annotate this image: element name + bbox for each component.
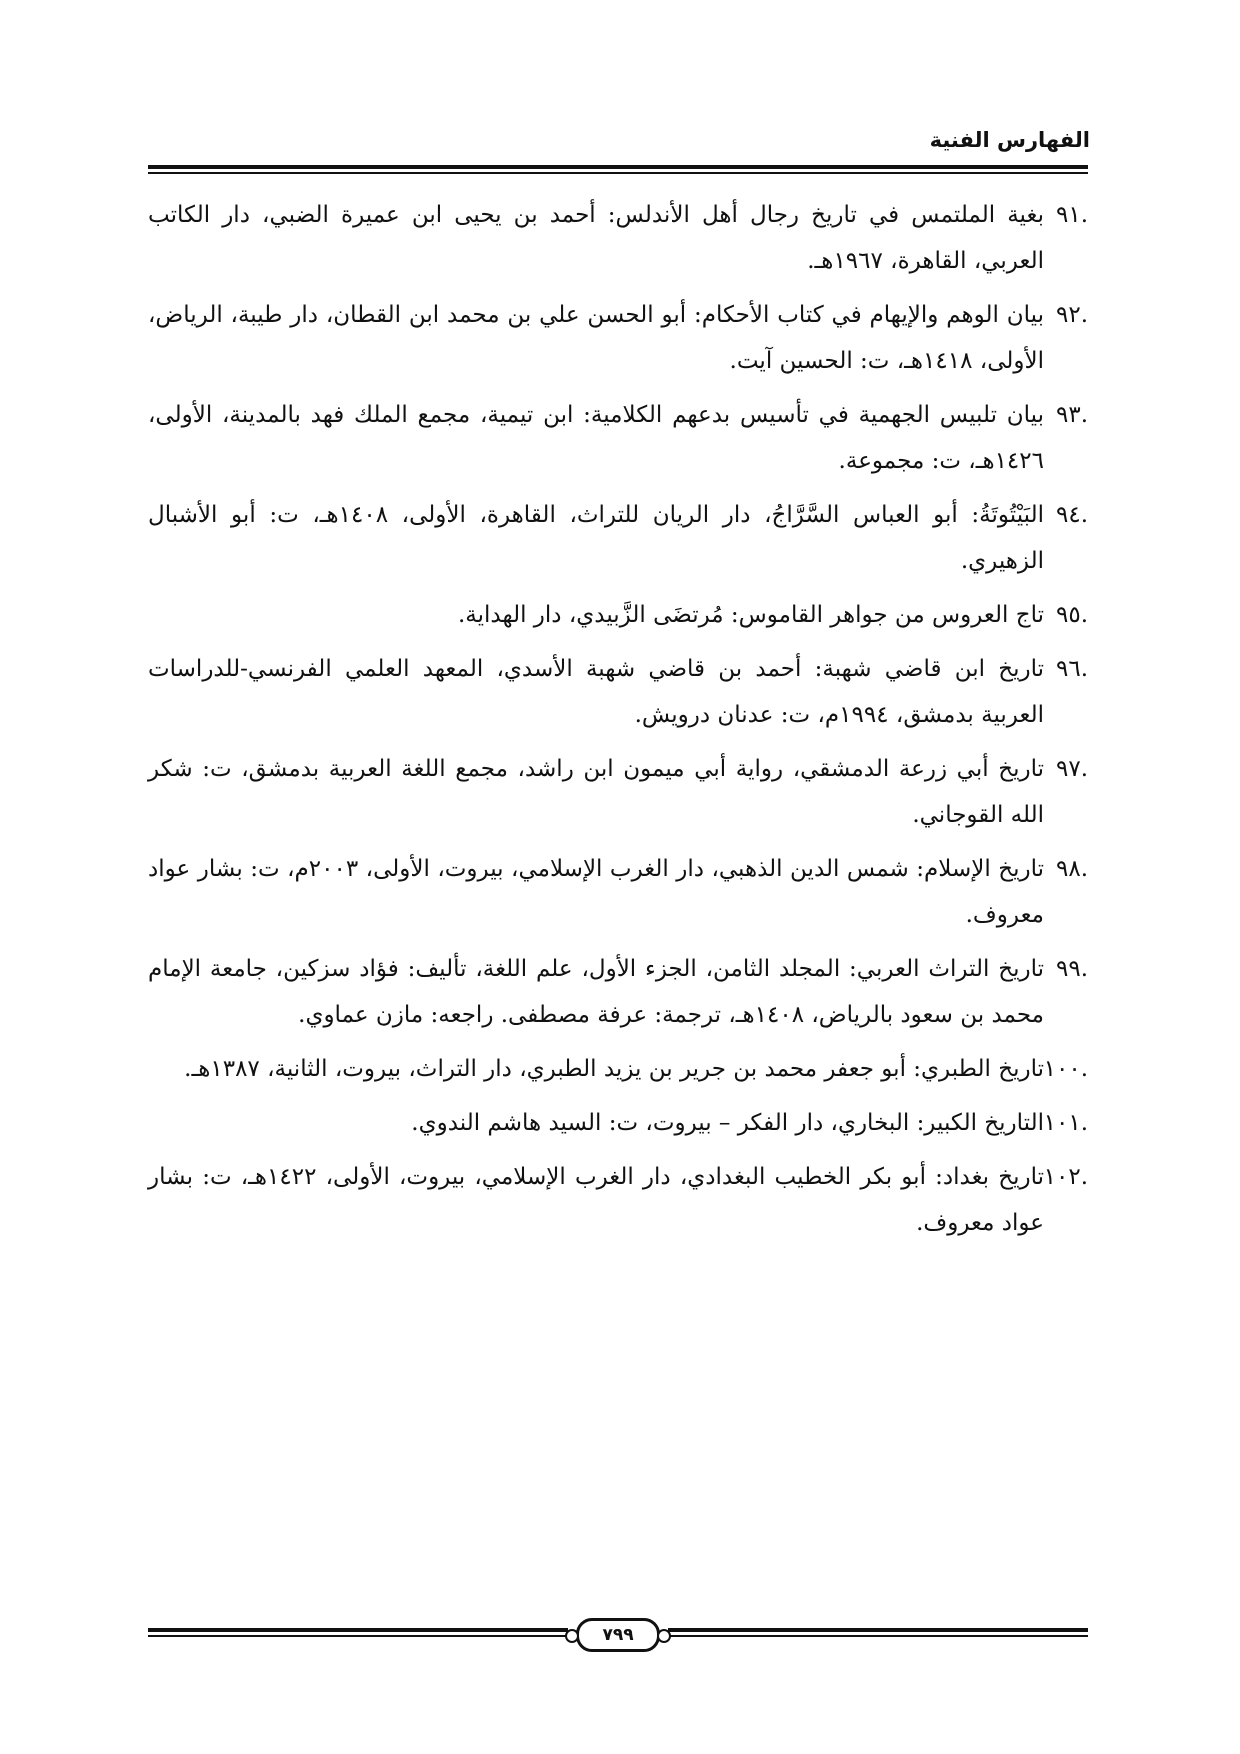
header-double-rule [148,165,1088,175]
footer-rule-left [148,1628,568,1638]
bibliography-list [148,192,1088,1254]
bibliography-entry [148,646,1088,738]
bibliography-entry [148,746,1088,838]
entry-text: تاريخ أبي زرعة الدمشقي، رواية أبي ميمون ابن راشد، مجمع اللغة العربية بدمشق، ت: شكر الله القوجاني. [148,756,1044,828]
running-header-title: الفهارس الفنية [929,128,1090,152]
entry-number: .٩٤ [1055,502,1088,528]
bibliography-entry [148,492,1088,584]
entry-text: تاريخ ابن قاضي شهبة: أحمد بن قاضي شهبة الأسدي، المعهد العلمي الفرنسي-للدراسات العربية بدمشق، ١٩٩٤م، ت: عدنان درويش. [148,656,1044,728]
entry-number: .٩٦ [1055,656,1088,682]
entry-number: .١٠٢ [1043,1164,1088,1190]
entry-text: تاريخ التراث العربي: المجلد الثامن، الجزء الأول، علم اللغة، تأليف: فؤاد سزكين، جامعة الإمام محمد بن سعود بالرياض، ١٤٠٨هـ، ترجمة: عرفة مصطفى. راجعه: مازن عماوي. [148,956,1044,1028]
bibliography-entry [148,846,1088,938]
footer-rule-right-thick [668,1628,1088,1632]
bibliography-entry [148,192,1088,284]
header-rule-thick [148,165,1088,169]
page-footer [148,1618,1088,1652]
entry-number: .٩١ [1055,202,1088,228]
entry-number: .٩٥ [1055,602,1088,628]
bibliography-entry [148,946,1088,1038]
entry-number: .٩٨ [1055,856,1088,882]
bibliography-entry [148,392,1088,484]
footer-rule-right [668,1628,1088,1638]
entry-number: .٩٧ [1055,756,1088,782]
footer-rule-left-thin [148,1635,568,1637]
footer-rule-left-thick [148,1628,568,1632]
entry-number: .١٠١ [1043,1110,1088,1136]
entry-text: تاج العروس من جواهر القاموس: مُرتضَى الزَّبيدي، دار الهداية. [457,602,1044,628]
entry-number: .٩٣ [1055,402,1088,428]
entry-text: بيان تلبيس الجهمية في تأسيس بدعهم الكلامية: ابن تيمية، مجمع الملك فهد بالمدينة، الأولى، ١٤٢٦هـ، ت: مجموعة. [148,402,1044,474]
entry-text: بغية الملتمس في تاريخ رجال أهل الأندلس: أحمد بن يحيى ابن عميرة الضبي، دار الكاتب العربي، القاهرة، ١٩٦٧هـ. [148,202,1044,274]
entry-number: .٩٢ [1055,302,1088,328]
entry-number: .٩٩ [1055,956,1088,982]
bibliography-entry [148,592,1088,638]
entry-text: التاريخ الكبير: البخاري، دار الفكر – بيروت، ت: السيد هاشم الندوي. [411,1110,1044,1136]
header-rule-thin [148,172,1088,174]
bibliography-entry [148,1100,1088,1146]
page-number: ٧٩٩ [576,1618,660,1652]
entry-text: تاريخ الإسلام: شمس الدين الذهبي، دار الغرب الإسلامي، بيروت، الأولى، ٢٠٠٣م، ت: بشار عواد معروف. [148,856,1044,928]
entry-text: بيان الوهم والإيهام في كتاب الأحكام: أبو الحسن علي بن محمد ابن القطان، دار طيبة، الرياض، الأولى، ١٤١٨هـ، ت: الحسين آيت. [148,302,1044,374]
bibliography-entry [148,1046,1088,1092]
footer-rule-right-thin [668,1635,1088,1637]
entry-text: تاريخ الطبري: أبو جعفر محمد بن جرير بن يزيد الطبري، دار التراث، بيروت، الثانية، ١٣٨٧هـ. [184,1056,1044,1082]
entry-text: تاريخ بغداد: أبو بكر الخطيب البغدادي، دار الغرب الإسلامي، بيروت، الأولى، ١٤٢٢هـ، ت: بشار عواد معروف. [148,1164,1044,1236]
entry-text: البَيْتُوتَةُ: أبو العباس السَّرَّاجُ، دار الريان للتراث، القاهرة، الأولى، ١٤٠٨هـ، ت: أبو الأشبال الزهيري. [148,502,1044,574]
bibliography-entry [148,292,1088,384]
bibliography-entry [148,1154,1088,1246]
entry-number: .١٠٠ [1043,1056,1088,1082]
